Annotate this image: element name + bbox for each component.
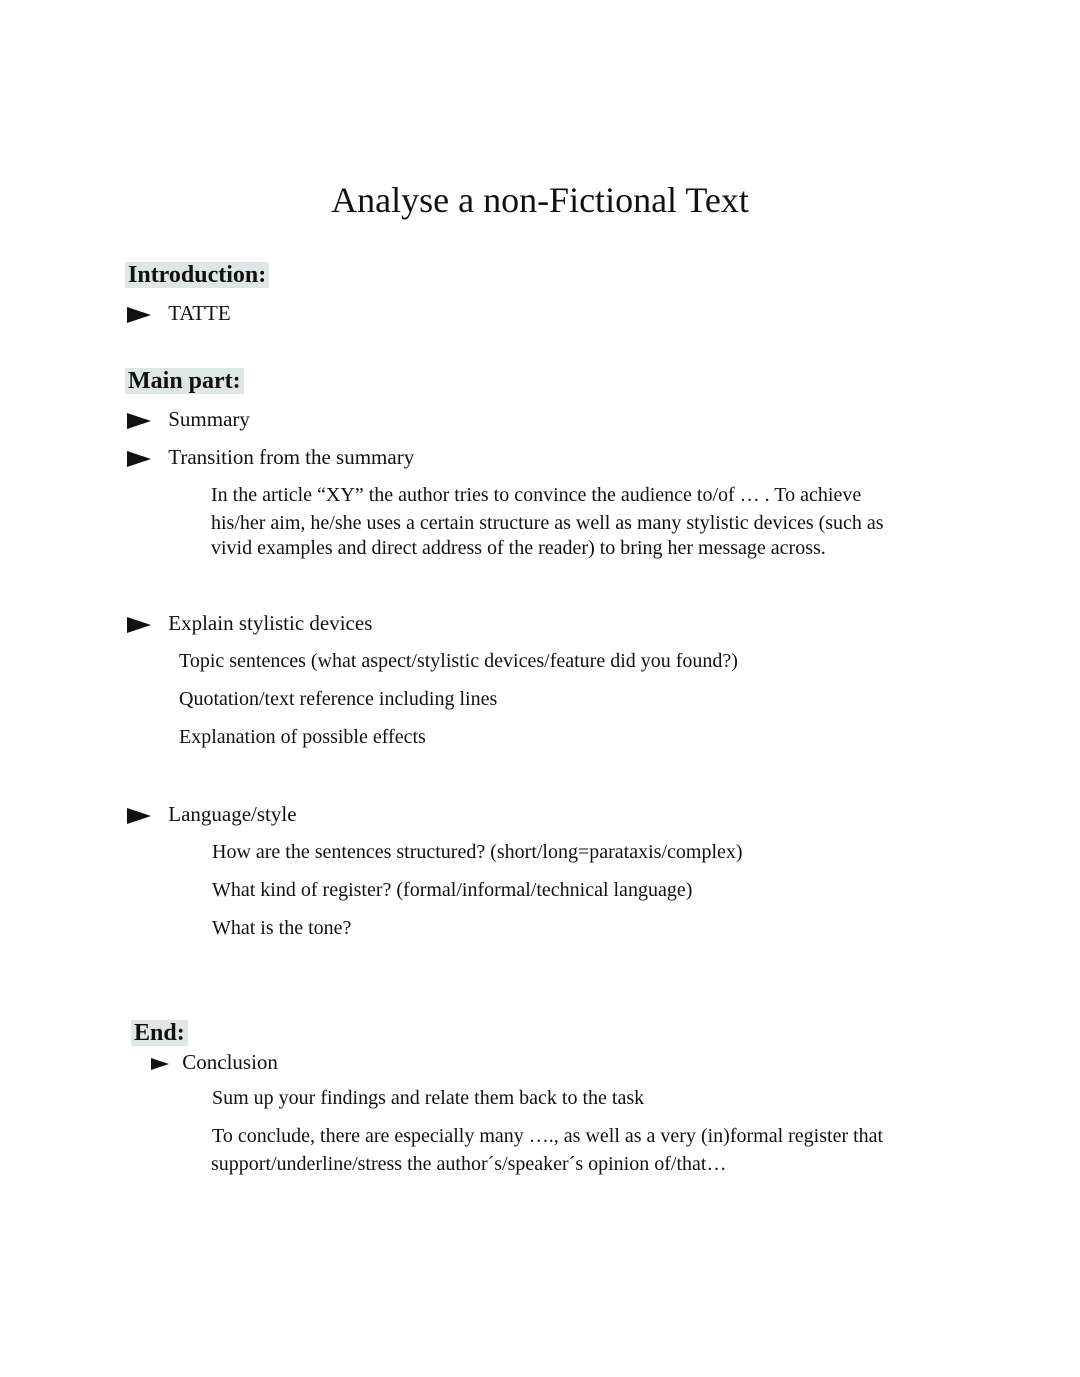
arrow-bullet-icon <box>127 617 151 633</box>
language-item: What kind of register? (formal/informal/technical language) <box>212 879 693 901</box>
list-item: Transition from the summary <box>127 443 414 471</box>
main-part-heading: Main part: <box>128 366 244 396</box>
arrow-bullet-icon <box>127 307 151 323</box>
explain-item: Quotation/text reference including lines <box>179 688 498 710</box>
conclusion-text-line: support/underline/stress the author´s/speaker´s opinion of/that… <box>211 1153 727 1175</box>
arrow-bullet-icon <box>127 808 151 824</box>
arrow-bullet-icon <box>127 451 151 467</box>
list-item: Conclusion <box>151 1048 278 1076</box>
arrow-bullet-icon <box>151 1058 169 1070</box>
introduction-heading: Introduction: <box>128 260 269 290</box>
conclusion-item: Sum up your findings and relate them back to the task <box>212 1087 645 1109</box>
transition-text-line: vivid examples and direct address of the reader) to bring her message across. <box>211 537 826 559</box>
transition-text-line: his/her aim, he/she uses a certain structure as well as many stylistic devices (such as <box>211 512 884 534</box>
arrow-bullet-icon <box>127 413 151 429</box>
language-item: How are the sentences structured? (short/long=parataxis/complex) <box>212 841 743 863</box>
language-item: What is the tone? <box>212 917 352 939</box>
explain-item: Topic sentences (what aspect/stylistic devices/feature did you found?) <box>179 650 738 672</box>
list-item: TATTE <box>127 299 231 327</box>
end-heading: End: <box>134 1018 188 1048</box>
list-item: Explain stylistic devices <box>127 609 372 637</box>
list-item: Summary <box>127 405 250 433</box>
explain-item: Explanation of possible effects <box>179 726 426 748</box>
conclusion-text-line: To conclude, there are especially many …., as well as a very (in)formal register that <box>212 1125 884 1147</box>
page-title: Analyse a non-Fictional Text <box>331 180 749 220</box>
list-item: Language/style <box>127 800 297 828</box>
transition-text-line: In the article “XY” the author tries to convince the audience to/of … . To achieve <box>211 484 862 506</box>
